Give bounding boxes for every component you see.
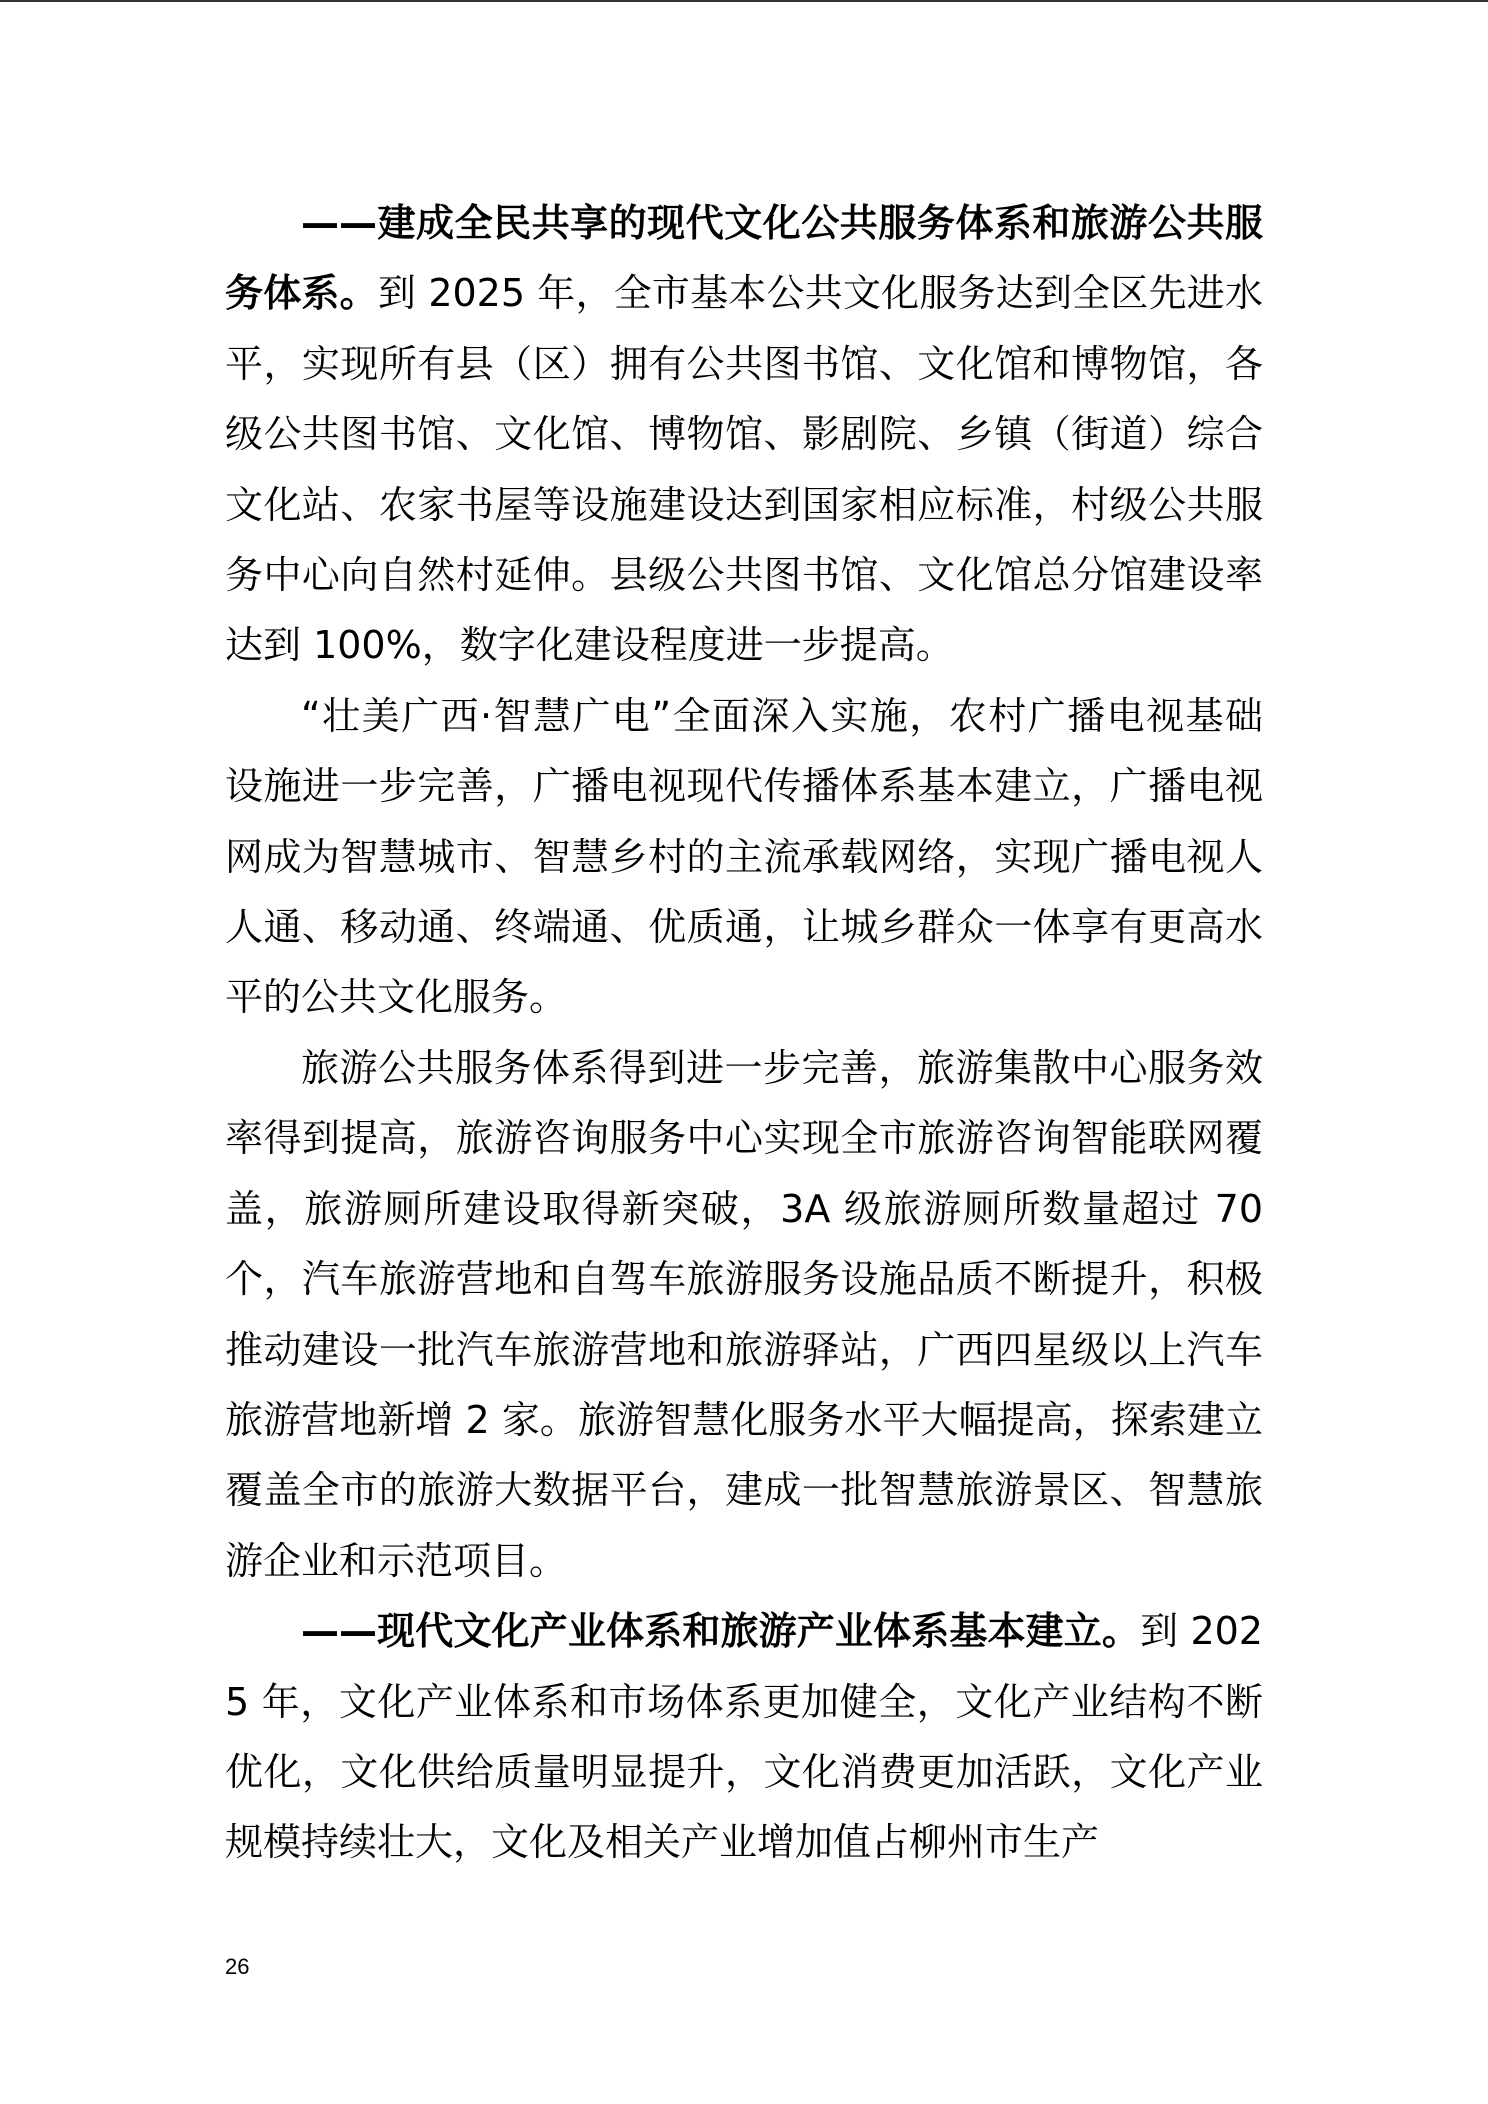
bold-heading: ——现代文化产业体系和旅游产业体系基本建立。 [301,1609,1141,1654]
paragraph-text: 到 2025 年，文化产业体系和市场体系更加健全，文化产业结构不断优化，文化供给质量明显提升，文化消费更加活跃，文化产业规模持续壮大，文化及相关产业增加值占柳州市生产 [225,1609,1263,1865]
page-number: 26 [225,1954,250,1979]
paragraph-text: 到 2025 年，全市基本公共文化服务达到全区先进水平，实现所有县（区）拥有公共图书馆、文化馆和博物馆，各级公共图书馆、文化馆、博物馆、影剧院、乡镇（街道）综合文化站、农家书屋等设施建设达到国家相应标准，村级公共服务中心向自然村延伸。县级公共图书馆、文化馆总分馆建设率达到 100%，数字化建设程度进一步提高。 [225,271,1263,668]
paragraph-public-service-system [225,188,1263,681]
paragraph-text: 旅游公共服务体系得到进一步完善，旅游集散中心服务效率得到提高，旅游咨询服务中心实现全市旅游咨询智能联网覆盖，旅游厕所建设取得新突破，3A 级旅游厕所数量超过 70 个，汽车旅游营地和自驾车旅游服务设施品质不断提升，积极推动建设一批汽车旅游营地和旅游驿站，广西四星级以上汽车旅游营地新增 2 家。旅游智慧化服务水平大幅提高，探索建立覆盖全市的旅游大数据平台，建成一批智慧旅游景区、智慧旅游企业和示范项目。 [225,1045,1263,1583]
paragraph-cultural-industry [225,1596,1263,1878]
bold-heading: ——建成全民共享的现代文化公共服务体系和旅游公共服务体系。 [225,201,1263,316]
paragraph-text: “壮美广西·智慧广电”全面深入实施，农村广播电视基础设施进一步完善，广播电视现代传播体系基本建立，广播电视网成为智慧城市、智慧乡村的主流承载网络，实现广播电视人人通、移动通、终端通、优质通，让城乡群众一体享有更高水平的公共文化服务。 [225,693,1263,1020]
body-text [225,188,1263,1878]
paragraph-smart-broadcasting [225,681,1263,1033]
paragraph-tourism-public-service [225,1033,1263,1596]
top-border-rule [0,0,1488,2]
